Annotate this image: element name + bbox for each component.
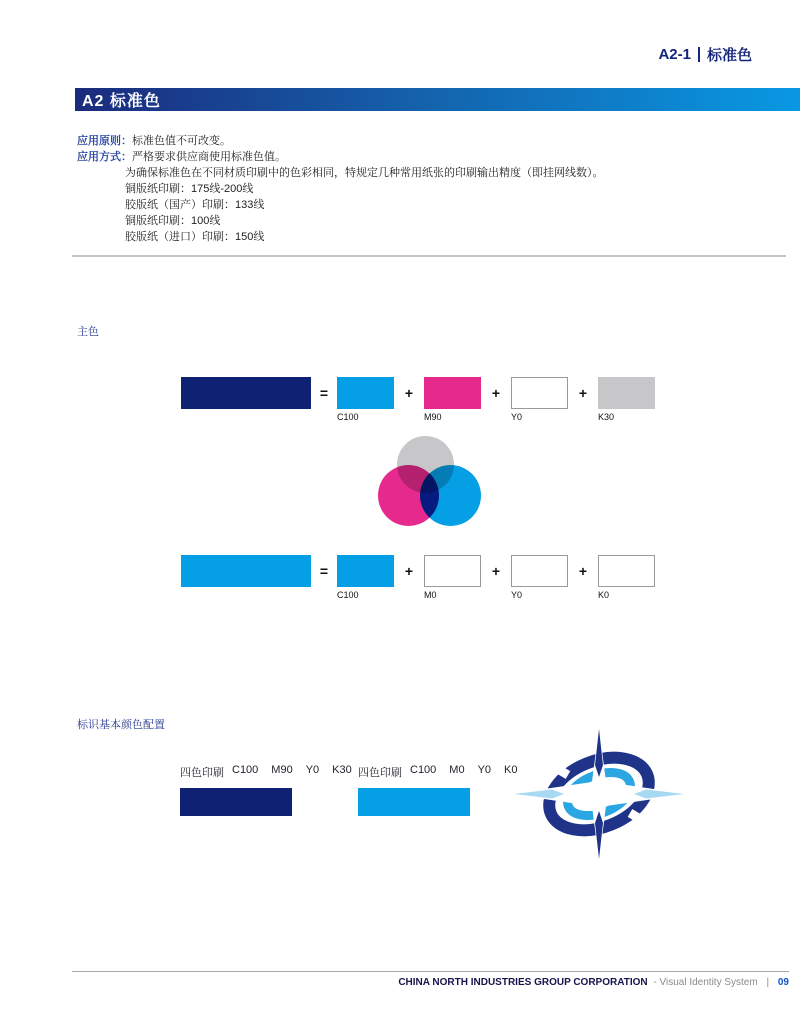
swatch-label: C100 xyxy=(337,412,359,422)
section-tag-code: A2-1 xyxy=(658,46,691,63)
cmyk-component xyxy=(598,377,655,422)
venn-circle-cyan xyxy=(420,465,481,526)
title-bar xyxy=(75,88,800,111)
cmyk-component xyxy=(337,555,394,600)
cmyk-value: C100 xyxy=(410,764,437,776)
method-label: 应用方式： xyxy=(77,151,132,163)
cmyk-value: M0 xyxy=(449,764,465,776)
logo-ring-gap-topleft xyxy=(544,761,568,775)
footer xyxy=(398,977,789,988)
print-precision-notes xyxy=(125,165,604,245)
note-line: 铜版纸印刷：175线-200线 xyxy=(125,183,254,195)
plus-sign: + xyxy=(491,563,501,579)
swatch-label: K30 xyxy=(598,412,615,422)
m0-swatch xyxy=(424,555,481,587)
plus-sign: + xyxy=(404,563,414,579)
cmyk-value: M90 xyxy=(271,764,293,776)
cyan-result-swatch xyxy=(181,555,311,587)
note-line: 为确保标准色在不同材质印刷中的色彩相同，特规定几种常用纸张的印刷输出精度（即挂网线数）。 xyxy=(125,167,604,179)
section-divider xyxy=(72,255,786,257)
plus-sign: + xyxy=(578,563,588,579)
color-mix-venn xyxy=(370,432,490,532)
cmyk-value: C100 xyxy=(232,764,259,776)
footer-divider xyxy=(72,971,789,972)
cmyk-value: K30 xyxy=(332,764,352,776)
application-rules xyxy=(77,133,604,245)
plus-sign: + xyxy=(404,385,414,401)
section-tag xyxy=(658,44,752,65)
plus-sign: + xyxy=(578,385,588,401)
c100-swatch xyxy=(337,377,394,409)
logo-color-config-navy xyxy=(180,764,352,816)
principle-text: 标准色值不可改变。 xyxy=(132,135,231,147)
note-line: 铜版纸印刷：100线 xyxy=(125,215,221,227)
primary-color-heading: 主色 xyxy=(77,326,99,338)
swatch-label: Y0 xyxy=(511,590,523,600)
swatch-label: K0 xyxy=(598,590,610,600)
footer-company-name: CHINA NORTH INDUSTRIES GROUP CORPORATION xyxy=(398,977,648,988)
m90-swatch xyxy=(424,377,481,409)
cmyk-value: K0 xyxy=(504,764,518,776)
config-label-row xyxy=(180,764,352,780)
method-line xyxy=(77,149,604,165)
section-tag-divider xyxy=(698,47,700,62)
cmyk-component xyxy=(424,555,481,600)
navy-result-swatch xyxy=(181,377,311,409)
principle-label: 应用原则： xyxy=(77,135,132,147)
section-tag-name: 标准色 xyxy=(706,47,752,64)
page-number: 09 xyxy=(777,977,789,988)
config-label-row xyxy=(358,764,518,780)
swatch-label: C100 xyxy=(337,590,359,600)
navy-config-swatch xyxy=(180,788,292,816)
logo-ring-gap-bottomright xyxy=(630,813,654,827)
note-line: 胶版纸（国产）印刷：133线 xyxy=(125,199,265,211)
swatch-label: M0 xyxy=(424,590,437,600)
footer-subtitle: - Visual Identity System xyxy=(653,977,758,988)
cmyk-component xyxy=(337,377,394,422)
cmyk-component xyxy=(511,377,568,422)
cyan-config-swatch xyxy=(358,788,470,816)
y0-swatch xyxy=(511,377,568,409)
cyan-color-equation xyxy=(181,555,655,600)
k30-swatch xyxy=(598,377,655,409)
principle-line xyxy=(77,133,604,149)
logo-color-config-heading: 标识基本颜色配置 xyxy=(77,719,165,731)
logo-color-config-cyan xyxy=(358,764,518,816)
cmyk-component xyxy=(598,555,655,600)
swatch-label: M90 xyxy=(424,412,442,422)
cmyk-value: Y0 xyxy=(477,764,492,776)
footer-separator: | xyxy=(766,977,770,988)
k0-swatch xyxy=(598,555,655,587)
cmyk-value: Y0 xyxy=(305,764,320,776)
swatch-label: Y0 xyxy=(511,412,523,422)
navy-color-equation xyxy=(181,377,655,422)
cmyk-component xyxy=(511,555,568,600)
norinco-logo xyxy=(510,727,688,861)
page-title: A2 标准色 xyxy=(82,93,161,110)
plus-sign: + xyxy=(491,385,501,401)
equals-sign: = xyxy=(319,563,329,579)
method-text: 严格要求供应商使用标准色值。 xyxy=(132,151,286,163)
print-method-label: 四色印刷 xyxy=(358,767,402,779)
cmyk-component xyxy=(424,377,481,422)
equals-sign: = xyxy=(319,385,329,401)
note-line: 胶版纸（进口）印刷：150线 xyxy=(125,231,265,243)
c100-swatch xyxy=(337,555,394,587)
print-method-label: 四色印刷 xyxy=(180,767,224,779)
y0-swatch xyxy=(511,555,568,587)
